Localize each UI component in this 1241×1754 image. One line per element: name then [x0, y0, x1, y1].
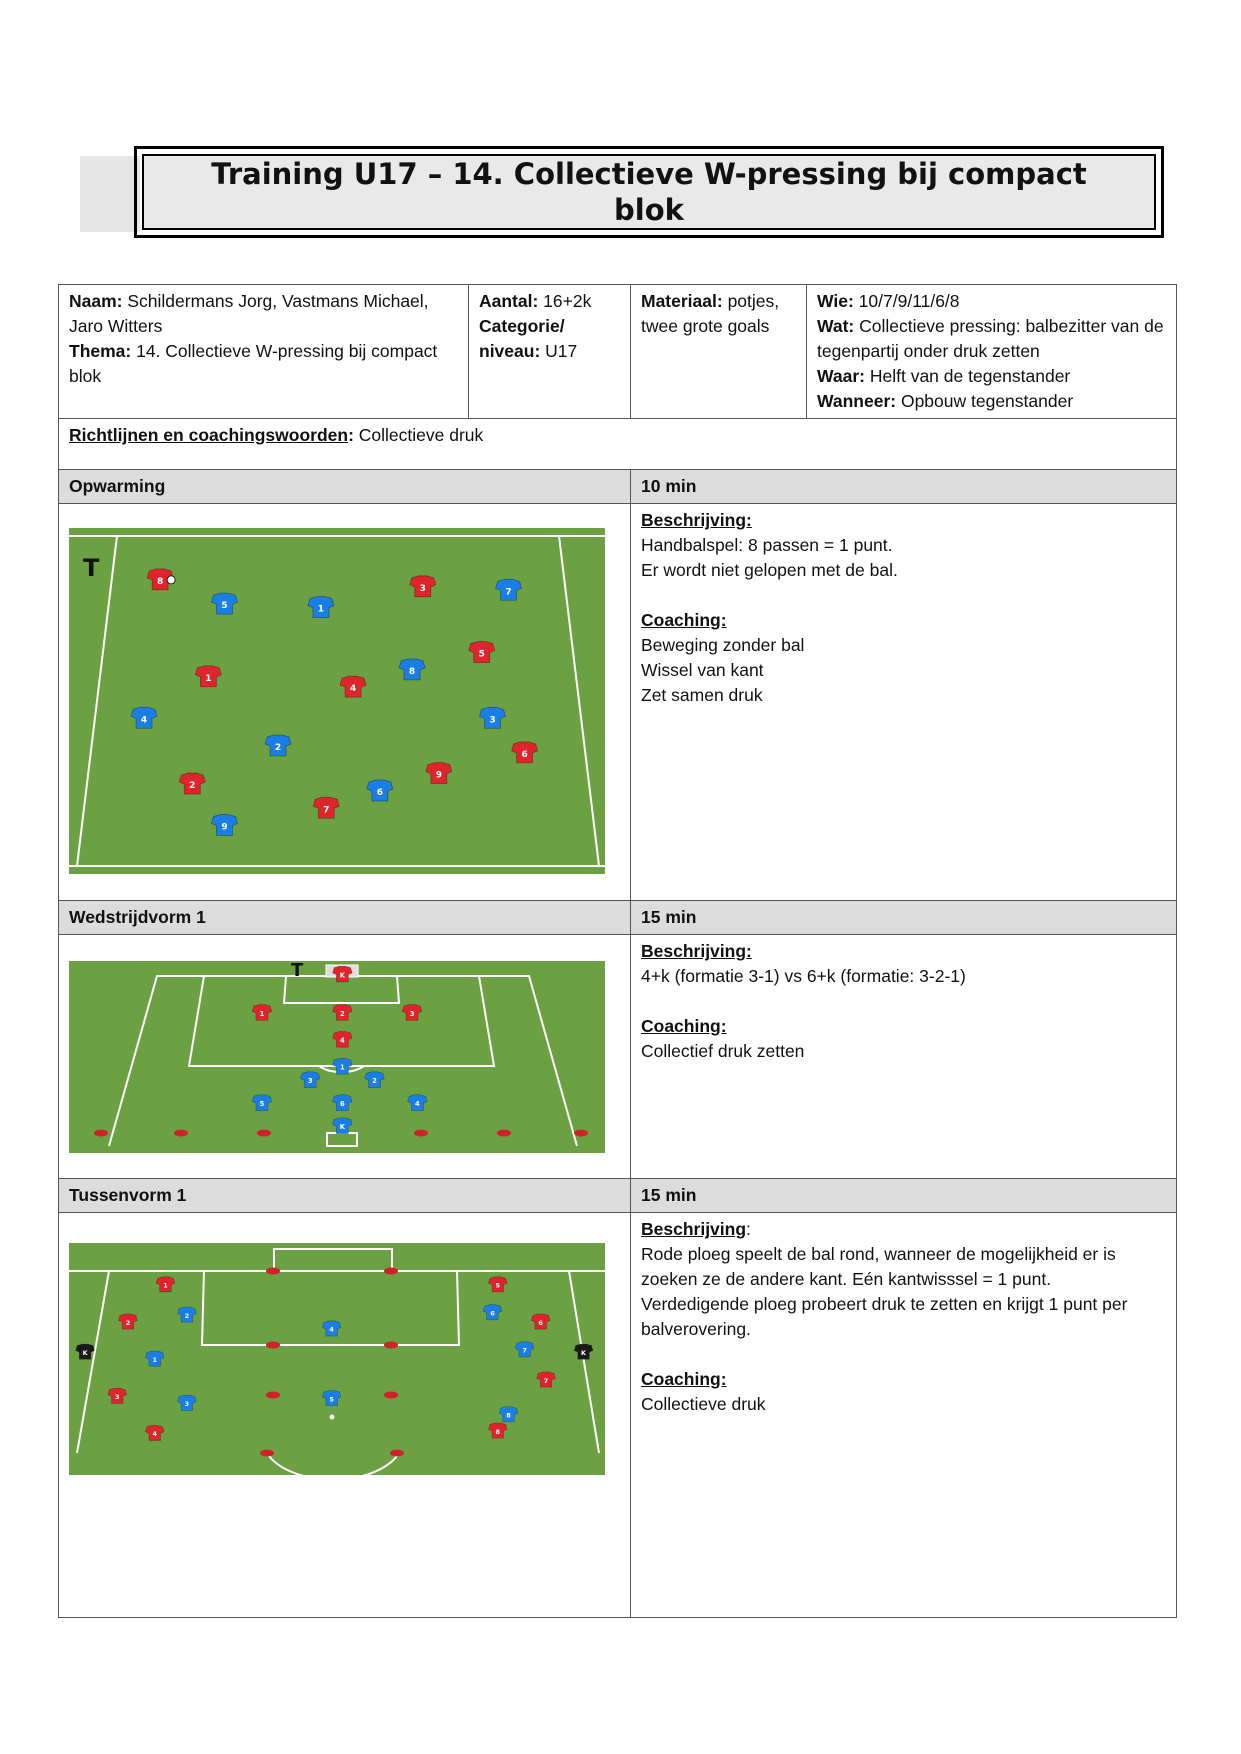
cone	[266, 1342, 280, 1349]
shirt-number: 4	[140, 715, 148, 726]
cone	[384, 1342, 398, 1349]
naam-label: Naam:	[69, 291, 123, 311]
aantal-label: Aantal:	[479, 291, 539, 311]
description-label: Beschrijving:	[641, 510, 752, 530]
shirt-number: 4	[329, 1325, 334, 1334]
description-line: 4+k (formatie 3-1) vs 6+k (formatie: 3-2-1)	[641, 966, 966, 986]
shirt-number: 1	[152, 1355, 158, 1364]
shirt-number: 7	[323, 805, 330, 816]
grass	[69, 528, 605, 874]
wanneer-label: Wanneer:	[817, 391, 897, 411]
description-line: Rode ploeg speelt de bal rond, wanneer de mogelijkheid er is zoeken ze de andere kant. Eén kantwisssel = 1 punt.	[641, 1244, 1116, 1289]
section-header	[59, 470, 1177, 504]
section-duration: 15 min	[631, 1179, 1177, 1213]
shirt-number: 5	[259, 1100, 265, 1109]
wie-value: 10/7/9/11/6/8	[853, 291, 960, 311]
waar-label: Waar:	[817, 366, 865, 386]
naam-value: Schildermans Jorg, Vastmans Michael, Jaro Witters	[69, 291, 429, 336]
cone	[497, 1130, 511, 1137]
description-label: Beschrijving:	[641, 941, 752, 961]
shirt-number: 7	[522, 1346, 527, 1355]
section-body	[59, 935, 1177, 1179]
guidelines-label: Richtlijnen en coachingswoorden	[69, 425, 349, 445]
tussenvorm-diagram	[69, 1243, 605, 1475]
section-name: Opwarming	[59, 470, 631, 504]
wie-label: Wie:	[817, 291, 854, 311]
description-line: Handbalspel: 8 passen = 1 punt.	[641, 535, 893, 555]
shirt-number: 2	[184, 1311, 190, 1320]
description-cell	[631, 935, 1177, 1179]
description-label: Beschrijving	[641, 1219, 747, 1239]
thema-value: 14. Collectieve W-pressing bij compact blok	[69, 341, 438, 386]
wie-cell	[807, 285, 1177, 419]
cone	[390, 1450, 404, 1457]
opwarming-diagram	[69, 528, 605, 874]
shirt-number: 3	[409, 1009, 415, 1018]
coaching-line: Collectief druk zetten	[641, 1041, 805, 1061]
shirt-number: 2	[125, 1318, 131, 1327]
shirt-number: 3	[114, 1393, 120, 1401]
shirt-number: 7	[543, 1376, 549, 1385]
guidelines-colon: :	[348, 425, 354, 445]
coaching-line: Wissel van kant	[641, 660, 764, 680]
title-box	[134, 146, 1164, 238]
section-duration: 10 min	[631, 470, 1177, 504]
shirt-number: 2	[274, 742, 282, 753]
shirt-number: 6	[340, 1100, 345, 1109]
shirt-number: 3	[307, 1077, 313, 1086]
naam-cell	[59, 285, 469, 419]
coaching-label: Coaching:	[641, 1016, 727, 1036]
coaching-label: Coaching:	[641, 610, 727, 630]
shirt-number: 1	[163, 1281, 168, 1290]
cone	[384, 1392, 398, 1399]
shirt-number: 1	[340, 1063, 345, 1072]
coaching-line: Beweging zonder bal	[641, 635, 805, 655]
shirt-number: 9	[435, 770, 442, 781]
shirt-number: 6	[490, 1309, 495, 1318]
ball	[330, 1415, 335, 1420]
shirt-number: 8	[156, 576, 164, 587]
description-colon: :	[746, 1219, 751, 1239]
title-shade	[80, 156, 140, 232]
categorie-value: U17	[540, 341, 578, 361]
guidelines-value: Collectieve druk	[353, 425, 484, 445]
section-name: Wedstrijdvorm 1	[59, 901, 631, 935]
shirt-number: 4	[152, 1430, 158, 1439]
cone	[174, 1130, 188, 1137]
coaching-line: Collectieve druk	[641, 1394, 766, 1414]
materiaal-label: Materiaal:	[641, 291, 723, 311]
diagram-cell	[59, 935, 631, 1179]
shirt-number: 1	[317, 604, 325, 615]
shirt-number: 4	[340, 1036, 345, 1045]
section-header	[59, 901, 1177, 935]
coaching-line: Zet samen druk	[641, 685, 763, 705]
shirt-number: 1	[259, 1009, 265, 1018]
shirt-number: 4	[415, 1100, 420, 1109]
shirt-number: 6	[376, 787, 384, 798]
title-inner	[142, 154, 1156, 230]
description-line: Er wordt niet gelopen met de bal.	[641, 560, 898, 580]
shirt-number: 6	[538, 1318, 543, 1327]
ball	[167, 576, 175, 584]
wanneer-value: Opbouw tegenstander	[896, 391, 1074, 411]
description-cell	[631, 504, 1177, 901]
shirt-number: 6	[521, 749, 528, 760]
wat-value: Collectieve pressing: balbezitter van de tegenpartij onder druk zetten	[817, 316, 1164, 361]
cone	[94, 1130, 108, 1137]
shirt-number: 5	[221, 601, 228, 612]
page-title: Training U17 – 14. Collectieve W-pressing bij compact blok	[211, 157, 1087, 227]
wat-label: Wat:	[817, 316, 855, 336]
shirt-number: 5	[495, 1281, 501, 1290]
shirt-number: 4	[349, 684, 357, 695]
description-cell	[631, 1213, 1177, 1618]
diagram-cell	[59, 504, 631, 901]
cone	[574, 1130, 588, 1137]
shirt-number: 5	[478, 649, 485, 660]
shirt-number: 8	[495, 1427, 501, 1436]
shirt-number: 3	[184, 1399, 190, 1408]
shirt-number: K	[82, 1348, 88, 1357]
cone	[266, 1268, 280, 1275]
shirt-number: 3	[419, 583, 426, 594]
info-row	[59, 285, 1177, 419]
aantal-value: 16+2k	[538, 291, 592, 311]
wedstrijdvorm-diagram	[69, 961, 605, 1153]
description-line: Verdedigende ploeg probeert druk te zetten en krijgt 1 punt per balverovering.	[641, 1294, 1128, 1339]
guidelines-cell	[59, 419, 1177, 470]
cone	[260, 1450, 274, 1457]
shirt-number: 9	[221, 822, 228, 833]
materiaal-value: potjes, twee grote goals	[641, 291, 780, 336]
shirt-number: 2	[372, 1077, 377, 1086]
shirt-number: 1	[205, 673, 212, 684]
cone	[266, 1392, 280, 1399]
section-duration: 15 min	[631, 901, 1177, 935]
training-table	[58, 284, 1177, 1618]
categorie-label: Categorie/ niveau:	[479, 316, 565, 361]
shirt-number: 2	[340, 1009, 345, 1018]
materiaal-cell	[631, 285, 807, 419]
shirt-number: 8	[408, 666, 416, 677]
section-body	[59, 504, 1177, 901]
cone	[384, 1268, 398, 1275]
shirt-number: K	[581, 1348, 587, 1357]
shirt-number: 7	[505, 587, 512, 598]
waar-value: Helft van de tegenstander	[864, 366, 1071, 386]
cone	[257, 1130, 271, 1137]
shirt-number: 5	[329, 1395, 334, 1404]
guidelines-row	[59, 419, 1177, 470]
diagram-cell	[59, 1213, 631, 1618]
section-name: Tussenvorm 1	[59, 1179, 631, 1213]
section-header	[59, 1179, 1177, 1213]
shirt-number: 3	[489, 715, 496, 726]
shirt-number: 2	[189, 781, 196, 792]
trainer-label: T	[83, 554, 100, 582]
thema-label: Thema:	[69, 341, 132, 361]
shirt-number: K	[339, 1123, 345, 1132]
coaching-label: Coaching:	[641, 1369, 727, 1389]
cone	[414, 1130, 428, 1137]
aantal-cell	[469, 285, 631, 419]
section-body	[59, 1213, 1177, 1618]
shirt-number: K	[339, 971, 345, 980]
trainer-label: T	[291, 961, 304, 981]
shirt-number: 8	[506, 1411, 511, 1420]
